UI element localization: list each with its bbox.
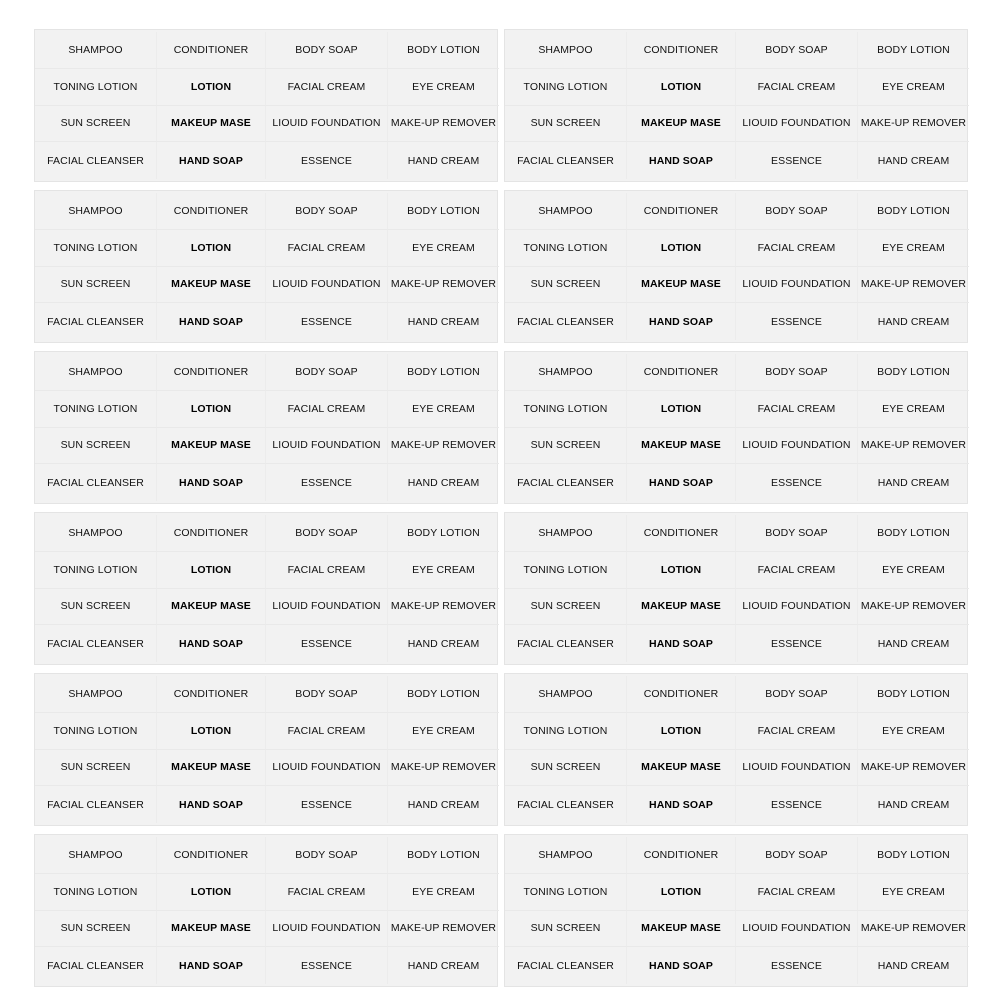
- sticker-label: FACIAL CLEANSER: [505, 947, 627, 984]
- sticker-sheet: [504, 512, 968, 665]
- sticker-sheet: [504, 673, 968, 826]
- sticker-label: LIOUID FOUNDATION: [266, 428, 388, 465]
- sticker-label: FACIAL CREAM: [736, 713, 858, 750]
- sticker-label: BODY SOAP: [266, 32, 388, 69]
- sticker-label: SUN SCREEN: [505, 750, 627, 787]
- sticker-label: SHAMPOO: [505, 515, 627, 552]
- sticker-label: FACIAL CREAM: [736, 552, 858, 589]
- sticker-label: TONING LOTION: [505, 230, 627, 267]
- sticker-label: ESSENCE: [266, 625, 388, 662]
- sticker-label: MAKE-UP REMOVER: [388, 750, 499, 787]
- sticker-label: MAKEUP MASE: [157, 589, 266, 626]
- sticker-label: LIOUID FOUNDATION: [736, 267, 858, 304]
- sticker-label: HAND CREAM: [877, 637, 950, 650]
- sticker-label: SUN SCREEN: [35, 911, 157, 948]
- sticker-label: LIOUID FOUNDATION: [266, 911, 388, 948]
- sticker-sheet: [34, 673, 498, 826]
- sticker-label: CONDITIONER: [157, 32, 266, 69]
- sticker-label: FACIAL CREAM: [736, 230, 858, 267]
- sticker-label: MAKE-UP REMOVER: [388, 106, 499, 143]
- sticker-label: EYE CREAM: [858, 874, 969, 911]
- sticker-label: SUN SCREEN: [35, 267, 157, 304]
- sticker-label: LOTION: [157, 230, 266, 267]
- sticker-label: EYE CREAM: [858, 69, 969, 106]
- sticker-label: EYE CREAM: [858, 713, 969, 750]
- sticker-label: FACIAL CLEANSER: [35, 625, 157, 662]
- sticker-label: FACIAL CREAM: [266, 391, 388, 428]
- sticker-label: BODY LOTION: [858, 193, 969, 230]
- sticker-label: FACIAL CLEANSER: [505, 786, 627, 823]
- sticker-sheet: [504, 29, 968, 182]
- sticker-label: SUN SCREEN: [35, 750, 157, 787]
- sticker-label: CONDITIONER: [627, 676, 736, 713]
- sticker-label: HAND CREAM: [407, 154, 480, 167]
- sticker-label: SUN SCREEN: [505, 589, 627, 626]
- sticker-label: BODY LOTION: [388, 837, 499, 874]
- sticker-sheet: [504, 190, 968, 343]
- sticker-label: SUN SCREEN: [505, 106, 627, 143]
- sticker-label: FACIAL CLEANSER: [35, 303, 157, 340]
- sticker-sheet-grid: [34, 29, 968, 987]
- sticker-label: BODY LOTION: [388, 515, 499, 552]
- sticker-label: FACIAL CLEANSER: [35, 786, 157, 823]
- sticker-label: LOTION: [157, 391, 266, 428]
- sticker-label: SHAMPOO: [505, 32, 627, 69]
- sticker-label: LIOUID FOUNDATION: [266, 750, 388, 787]
- sticker-label: FACIAL CLEANSER: [35, 142, 157, 179]
- sticker-label: BODY SOAP: [736, 515, 858, 552]
- sticker-label: EYE CREAM: [388, 552, 499, 589]
- sticker-label: MAKEUP MASE: [627, 428, 736, 465]
- sticker-label: ESSENCE: [266, 947, 388, 984]
- sticker-label: MAKE-UP REMOVER: [858, 428, 969, 465]
- sticker-label: TONING LOTION: [505, 713, 627, 750]
- sticker-label: LOTION: [627, 552, 736, 589]
- sticker-label: BODY SOAP: [266, 515, 388, 552]
- sticker-label: CONDITIONER: [627, 515, 736, 552]
- sticker-label: SUN SCREEN: [505, 267, 627, 304]
- sticker-label: EYE CREAM: [388, 874, 499, 911]
- sticker-label: SUN SCREEN: [35, 589, 157, 626]
- sticker-label: EYE CREAM: [858, 552, 969, 589]
- sticker-label: LIOUID FOUNDATION: [266, 106, 388, 143]
- sticker-label: HAND SOAP: [627, 142, 736, 179]
- sticker-label: SUN SCREEN: [35, 428, 157, 465]
- sticker-label: CONDITIONER: [627, 837, 736, 874]
- sticker-label: TONING LOTION: [505, 552, 627, 589]
- sticker-label: HAND CREAM: [877, 798, 950, 811]
- sticker-label: SHAMPOO: [35, 193, 157, 230]
- sticker-label: HAND CREAM: [877, 476, 950, 489]
- sticker-label: LOTION: [627, 713, 736, 750]
- sticker-label: SHAMPOO: [35, 676, 157, 713]
- sticker-label: LOTION: [627, 69, 736, 106]
- sticker-label: FACIAL CREAM: [266, 230, 388, 267]
- sticker-label: HAND SOAP: [627, 947, 736, 984]
- sticker-label: TONING LOTION: [35, 713, 157, 750]
- sticker-label: BODY SOAP: [736, 193, 858, 230]
- sticker-label: HAND SOAP: [157, 786, 266, 823]
- sticker-label: CONDITIONER: [627, 32, 736, 69]
- sticker-label: FACIAL CREAM: [736, 69, 858, 106]
- sticker-label: TONING LOTION: [505, 874, 627, 911]
- sticker-label: CONDITIONER: [157, 515, 266, 552]
- sticker-label: SHAMPOO: [505, 193, 627, 230]
- sticker-label: HAND CREAM: [877, 315, 950, 328]
- sticker-label: LOTION: [157, 874, 266, 911]
- sticker-label: MAKEUP MASE: [157, 106, 266, 143]
- sticker-label: FACIAL CLEANSER: [35, 947, 157, 984]
- sticker-label: EYE CREAM: [388, 230, 499, 267]
- sticker-label: BODY LOTION: [858, 354, 969, 391]
- sticker-sheet: [34, 834, 498, 987]
- sticker-label: BODY LOTION: [858, 837, 969, 874]
- sticker-label: ESSENCE: [736, 786, 858, 823]
- sticker-label: MAKE-UP REMOVER: [388, 267, 499, 304]
- sticker-label: HAND SOAP: [157, 625, 266, 662]
- sticker-label: CONDITIONER: [157, 676, 266, 713]
- sticker-label: HAND SOAP: [627, 625, 736, 662]
- sticker-sheet: [34, 512, 498, 665]
- sticker-label: FACIAL CLEANSER: [505, 625, 627, 662]
- sticker-label: FACIAL CREAM: [266, 874, 388, 911]
- sticker-label: CONDITIONER: [627, 354, 736, 391]
- sticker-label: LIOUID FOUNDATION: [736, 106, 858, 143]
- sticker-label: EYE CREAM: [858, 391, 969, 428]
- sticker-sheet: [34, 190, 498, 343]
- sticker-label: MAKEUP MASE: [627, 750, 736, 787]
- sticker-label: BODY LOTION: [858, 32, 969, 69]
- sticker-label: FACIAL CLEANSER: [505, 464, 627, 501]
- sticker-label: BODY SOAP: [736, 354, 858, 391]
- sticker-label: LIOUID FOUNDATION: [266, 589, 388, 626]
- sticker-label: CONDITIONER: [627, 193, 736, 230]
- sticker-label: CONDITIONER: [157, 837, 266, 874]
- sticker-label: HAND SOAP: [157, 464, 266, 501]
- sticker-label: HAND CREAM: [407, 476, 480, 489]
- sticker-sheet: [504, 351, 968, 504]
- sticker-label: TONING LOTION: [505, 391, 627, 428]
- sticker-label: FACIAL CLEANSER: [35, 464, 157, 501]
- sticker-label: BODY SOAP: [736, 837, 858, 874]
- sticker-label: BODY SOAP: [266, 193, 388, 230]
- sticker-label: TONING LOTION: [35, 391, 157, 428]
- sticker-label: CONDITIONER: [157, 193, 266, 230]
- sticker-label: BODY SOAP: [736, 676, 858, 713]
- sticker-label: BODY LOTION: [858, 515, 969, 552]
- sticker-label: SHAMPOO: [505, 837, 627, 874]
- sticker-sheet: [34, 29, 498, 182]
- sticker-label: MAKE-UP REMOVER: [388, 589, 499, 626]
- sticker-label: MAKE-UP REMOVER: [858, 106, 969, 143]
- sticker-label: LIOUID FOUNDATION: [736, 589, 858, 626]
- sticker-label: LIOUID FOUNDATION: [736, 428, 858, 465]
- sticker-label: ESSENCE: [736, 303, 858, 340]
- sticker-label: TONING LOTION: [35, 230, 157, 267]
- sticker-label: HAND CREAM: [407, 798, 480, 811]
- sticker-label: HAND SOAP: [157, 142, 266, 179]
- sticker-label: LOTION: [157, 552, 266, 589]
- sticker-label: FACIAL CLEANSER: [505, 303, 627, 340]
- sticker-label: LIOUID FOUNDATION: [736, 911, 858, 948]
- sticker-label: HAND SOAP: [157, 303, 266, 340]
- sticker-label: HAND CREAM: [877, 959, 950, 972]
- sticker-label: LOTION: [157, 69, 266, 106]
- sticker-label: BODY SOAP: [266, 354, 388, 391]
- sticker-label: LOTION: [627, 391, 736, 428]
- sticker-label: TONING LOTION: [35, 69, 157, 106]
- sticker-label: MAKEUP MASE: [627, 911, 736, 948]
- sticker-label: MAKEUP MASE: [157, 267, 266, 304]
- sticker-label: MAKE-UP REMOVER: [388, 911, 499, 948]
- sticker-label: BODY LOTION: [388, 676, 499, 713]
- sticker-label: FACIAL CREAM: [266, 713, 388, 750]
- sticker-label: BODY SOAP: [736, 32, 858, 69]
- sticker-label: MAKEUP MASE: [157, 911, 266, 948]
- sticker-label: LOTION: [627, 230, 736, 267]
- sticker-label: ESSENCE: [266, 142, 388, 179]
- sticker-label: BODY LOTION: [388, 354, 499, 391]
- sticker-label: SUN SCREEN: [505, 428, 627, 465]
- sticker-label: HAND CREAM: [877, 154, 950, 167]
- sticker-label: ESSENCE: [736, 625, 858, 662]
- sticker-label: ESSENCE: [266, 464, 388, 501]
- sticker-label: BODY SOAP: [266, 676, 388, 713]
- sticker-label: EYE CREAM: [388, 69, 499, 106]
- sticker-label: HAND CREAM: [407, 959, 480, 972]
- sticker-label: SHAMPOO: [35, 837, 157, 874]
- sticker-label: LOTION: [627, 874, 736, 911]
- sticker-label: BODY LOTION: [388, 193, 499, 230]
- sticker-label: ESSENCE: [266, 303, 388, 340]
- sticker-label: MAKEUP MASE: [627, 106, 736, 143]
- sticker-label: EYE CREAM: [388, 713, 499, 750]
- sticker-label: HAND CREAM: [407, 315, 480, 328]
- sticker-label: FACIAL CREAM: [736, 874, 858, 911]
- sticker-label: HAND SOAP: [157, 947, 266, 984]
- sticker-label: BODY LOTION: [388, 32, 499, 69]
- sticker-label: ESSENCE: [266, 786, 388, 823]
- sticker-label: MAKE-UP REMOVER: [858, 267, 969, 304]
- sticker-label: MAKEUP MASE: [627, 267, 736, 304]
- sticker-label: SUN SCREEN: [505, 911, 627, 948]
- sticker-label: MAKE-UP REMOVER: [858, 750, 969, 787]
- sticker-label: MAKEUP MASE: [157, 428, 266, 465]
- sticker-label: FACIAL CREAM: [266, 552, 388, 589]
- sticker-label: LIOUID FOUNDATION: [266, 267, 388, 304]
- sticker-label: ESSENCE: [736, 142, 858, 179]
- sticker-label: MAKE-UP REMOVER: [858, 589, 969, 626]
- sticker-label: MAKE-UP REMOVER: [388, 428, 499, 465]
- sticker-label: ESSENCE: [736, 464, 858, 501]
- sticker-label: TONING LOTION: [35, 874, 157, 911]
- sticker-label: SHAMPOO: [35, 515, 157, 552]
- sticker-label: SHAMPOO: [35, 354, 157, 391]
- sticker-label: HAND CREAM: [407, 637, 480, 650]
- sticker-sheet: [34, 351, 498, 504]
- sticker-label: FACIAL CREAM: [266, 69, 388, 106]
- sticker-label: EYE CREAM: [388, 391, 499, 428]
- sticker-label: HAND SOAP: [627, 303, 736, 340]
- sticker-label: SUN SCREEN: [35, 106, 157, 143]
- sticker-label: HAND SOAP: [627, 786, 736, 823]
- sticker-label: FACIAL CLEANSER: [505, 142, 627, 179]
- sticker-label: BODY LOTION: [858, 676, 969, 713]
- sticker-label: HAND SOAP: [627, 464, 736, 501]
- sticker-label: SHAMPOO: [505, 676, 627, 713]
- sticker-label: FACIAL CREAM: [736, 391, 858, 428]
- sticker-label: BODY SOAP: [266, 837, 388, 874]
- sticker-label: TONING LOTION: [35, 552, 157, 589]
- sticker-label: SHAMPOO: [35, 32, 157, 69]
- sticker-label: SHAMPOO: [505, 354, 627, 391]
- sticker-label: LIOUID FOUNDATION: [736, 750, 858, 787]
- sticker-label: MAKE-UP REMOVER: [858, 911, 969, 948]
- sticker-label: CONDITIONER: [157, 354, 266, 391]
- sticker-label: MAKEUP MASE: [627, 589, 736, 626]
- sticker-sheet: [504, 834, 968, 987]
- sticker-label: EYE CREAM: [858, 230, 969, 267]
- sticker-label: MAKEUP MASE: [157, 750, 266, 787]
- sticker-label: LOTION: [157, 713, 266, 750]
- sticker-label: ESSENCE: [736, 947, 858, 984]
- sticker-label: TONING LOTION: [505, 69, 627, 106]
